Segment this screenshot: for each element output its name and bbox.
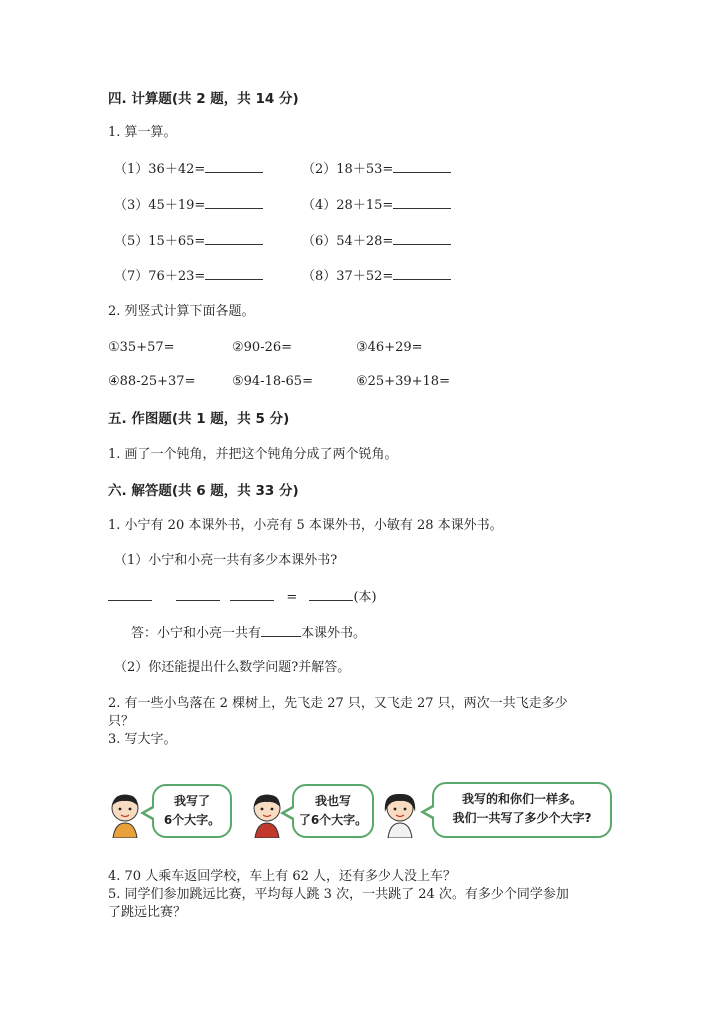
equation-blank-1[interactable]: [108, 588, 152, 601]
vertical-calc-2: ②90-26=: [232, 340, 293, 355]
answer-sentence-blank[interactable]: [261, 624, 301, 637]
equation-row: [108, 588, 377, 607]
section-6-title: 六. 解答题(共 6 题，共 33 分): [108, 483, 299, 499]
speech-bubble-illustration: [0, 776, 720, 846]
speech-bubble-3: 我写的和你们一样多。 我们一共写了多少个大字?: [432, 782, 612, 838]
calc-item-2: （2）18＋53=: [302, 160, 451, 179]
equals-sign: =: [286, 590, 298, 605]
section-4-title: 四. 计算题(共 2 题，共 14 分): [108, 91, 299, 107]
answer-blank[interactable]: [205, 196, 263, 209]
question-5-1: 1. 画了一个钝角，并把这个钝角分成了两个锐角。: [108, 447, 398, 462]
speech-bubble-1: 我写了 6个大字。: [152, 784, 232, 838]
vertical-calc-6: ⑥25+39+18=: [356, 374, 450, 389]
girl-avatar-icon: [380, 790, 420, 838]
calc-item-6: （6）54＋28=: [302, 232, 451, 251]
calc-item-3: （3）45＋19=: [114, 196, 263, 215]
section-5-title: 五. 作图题(共 1 题，共 5 分): [108, 411, 290, 427]
bubble-tail: [285, 807, 296, 819]
vertical-calc-3: ③46+29=: [356, 340, 423, 355]
question-6-5-line-1: 5. 同学们参加跳远比赛，平均每人跳 3 次，一共跳了 24 次。有多少个同学参加: [108, 887, 569, 902]
bubble-tail: [145, 807, 156, 819]
question-6-5-line-2: 了跳远比赛？: [108, 905, 187, 920]
speech-bubble-2: 我也写 了6个大字。: [292, 784, 374, 838]
answer-blank[interactable]: [205, 232, 263, 245]
answer-blank[interactable]: [393, 232, 451, 245]
answer-blank[interactable]: [205, 267, 263, 280]
question-4-2-label: 2. 列竖式计算下面各题。: [108, 304, 255, 319]
calc-item-1: （1）36＋42=: [114, 160, 263, 179]
answer-sentence: 答：小宁和小亮一共有 本课外书。: [131, 626, 367, 641]
calc-item-7: （7）76＋23=: [114, 267, 263, 286]
question-6-3: 3. 写大字。: [108, 732, 177, 747]
calc-item-4: （4）28＋15=: [302, 196, 451, 215]
equation-result-blank[interactable]: [309, 588, 353, 601]
answer-blank[interactable]: [393, 196, 451, 209]
question-6-4: 4. 70 人乘车返回学校，车上有 62 人，还有多少人没上车？: [108, 869, 457, 884]
answer-blank[interactable]: [205, 160, 263, 173]
question-6-2-line-2: 只？: [108, 714, 135, 729]
answer-blank[interactable]: [393, 267, 451, 280]
question-6-1-part-1: （1）小宁和小亮一共有多少本课外书?: [114, 553, 338, 568]
bubble-tail: [425, 806, 436, 818]
vertical-calc-4: ④88-25+37=: [108, 374, 196, 389]
question-6-2-line-1: 2. 有一些小鸟落在 2 棵树上，先飞走 27 只，又飞走 27 只，两次一共飞走多少: [108, 696, 568, 711]
unit-label: (本): [353, 590, 377, 605]
vertical-calc-1: ①35+57=: [108, 340, 175, 355]
calc-item-5: （5）15＋65=: [114, 232, 263, 251]
question-6-1-part-2: （2）你还能提出什么数学问题?并解答。: [114, 660, 351, 675]
question-4-1-label: 1. 算一算。: [108, 125, 177, 140]
equation-blank-3[interactable]: [230, 588, 274, 601]
answer-blank[interactable]: [393, 160, 451, 173]
question-6-1-label: 1. 小宁有 20 本课外书，小亮有 5 本课外书，小敏有 28 本课外书。: [108, 518, 503, 533]
equation-blank-2[interactable]: [176, 588, 220, 601]
boy-avatar-icon: [106, 792, 144, 838]
calc-item-8: （8）37＋52=: [302, 267, 451, 286]
vertical-calc-5: ⑤94-18-65=: [232, 374, 313, 389]
